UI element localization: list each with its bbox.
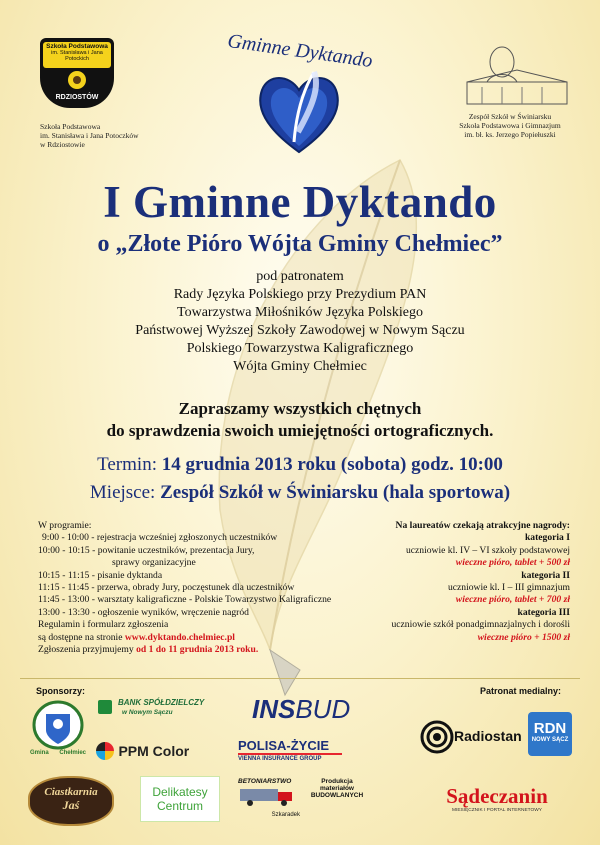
patronage-line: Wójta Gminy Chełmiec (233, 359, 367, 374)
rdn-name: RDN (533, 720, 567, 737)
category-name: kategoria I (524, 532, 570, 544)
betonarstwo-owner: Szkaradek (271, 812, 300, 818)
ciastkarnia-name: Ciastkarnia (44, 786, 98, 798)
budowlane-producer (304, 778, 370, 799)
prizes-heading: Na laureatów czekają atrakcyjne nagrody: (395, 520, 570, 531)
category-prize: wieczne pióro + 1500 zł (477, 631, 570, 643)
radio-wave-icon (420, 720, 454, 754)
website-link[interactable]: www.dyktando.chelmiec.pl (124, 631, 235, 643)
apply-line (38, 644, 368, 656)
bank-icon (98, 700, 112, 714)
date-value: 14 grudnia 2013 roku (sobota) godz. 10:00 (161, 454, 503, 475)
badge-line-3: Potockich (65, 56, 89, 62)
program-item: 9:00 - 10:00 - rejestracja wcześniej zgłoszonych uczestników (42, 532, 278, 544)
footer-divider (20, 678, 580, 679)
budowlane-line-1: Produkcja materiałów (320, 778, 354, 792)
patronage-list (0, 268, 600, 376)
patronage-line: pod patronatem (256, 269, 344, 284)
date-label: Termin: (97, 454, 157, 475)
category-who: uczniowie kl. I – III gimnazjum (447, 582, 570, 594)
category-who: uczniowie szkół ponadgimnazjalnych i dorośli (391, 619, 570, 631)
sunflower-icon (62, 69, 92, 91)
polisa-name: POLISA-ŻYCIE (238, 738, 330, 753)
patronage-line: Polskiego Towarzystwa Kaligraficznego (186, 341, 414, 356)
sadeczanin-sub: MIESIĘCZNIK I PORTAL INTERNETOWY (452, 808, 542, 813)
program-item: 13:00 - 13:30 - ogłoszenie wyników, wręczenie nagród (38, 606, 249, 618)
patronage-line: Państwowej Wyższej Szkoły Zawodowej w Nowym Sączu (135, 323, 465, 338)
ppm-color-wheel-icon (96, 742, 114, 760)
left-school-caption (40, 122, 180, 149)
right-school-caption (430, 112, 590, 139)
program-item: 11:15 - 11:45 - przerwa, obrady Jury, poczęstunek dla uczestników (38, 582, 295, 594)
apply-prefix: Zgłoszenia przyjmujemy (38, 644, 134, 656)
ciastkarnia-jas-logo (28, 776, 114, 826)
event-place (0, 482, 600, 504)
right-school-sketch-icon (462, 42, 572, 110)
caption-line: Szkoła Podstawowa i Gimnazjum (459, 121, 561, 130)
rules-url-line (38, 632, 368, 644)
crest-icon (30, 700, 86, 750)
left-school-logo (40, 38, 114, 108)
media-label: Patronat medialny: (480, 686, 562, 696)
rules-line: Regulamin i formularz zgłoszenia (38, 619, 169, 631)
caption-line: im. bł. ks. Jerzego Popiełuszki (464, 130, 556, 139)
bank-name: BANK SPÓŁDZIELCZY (118, 698, 205, 707)
polisa-group: VIENNA INSURANCE GROUP (238, 753, 342, 762)
badge-village: RDZIOSTÓW (55, 94, 99, 101)
invitation-line: Zapraszamy wszystkich chętnych (178, 399, 422, 418)
sub-title: o „Złote Pióro Wójta Gminy Chełmiec” (97, 231, 503, 257)
insbud-logo (252, 694, 350, 725)
prizes (360, 520, 570, 644)
category-prize: wieczne pióro, tablet + 700 zł (455, 594, 570, 606)
patronage-line: Towarzystwa Miłośników Języka Polskiego (177, 305, 423, 320)
program-item: 11:45 - 13:00 - warsztaty kaligraficzne - Polskie Towarzystwo Kaligraficzne (38, 594, 332, 606)
heart-quill-logo-icon (254, 62, 344, 158)
rdn-city: NOWY SĄCZ (531, 737, 569, 743)
category-name: kategoria II (521, 569, 570, 581)
main-title: I Gminne Dyktando (103, 177, 497, 227)
ppm-color-logo (96, 742, 189, 762)
gmina-name: Chełmiec (59, 750, 86, 756)
ciastkarnia-jas: Jaś (62, 798, 80, 812)
event-date (0, 454, 600, 476)
patronage-line: Rady Języka Polskiego przy Prezydium PAN (173, 287, 427, 302)
program-item: sprawy organizacyjne (112, 557, 196, 569)
badge-line-1: Szkoła Podstawowa (46, 43, 108, 50)
caption-line: Szkoła Podstawowa (40, 122, 101, 131)
polisa-zycie-logo (238, 738, 342, 762)
invitation-line: do sprawdzenia swoich umiejętności ortograficznych. (106, 421, 494, 440)
insbud-bud: BUD (295, 694, 351, 724)
caption-line: im. Stanisława i Jana Potoczków (40, 131, 139, 140)
caption-line: Zespół Szkół w Świniarsku (468, 112, 552, 121)
program (38, 520, 368, 656)
program-heading: W programie: (38, 520, 92, 531)
insbud-ins: INS (252, 694, 296, 724)
sponsors-label: Sponsorzy: (36, 686, 86, 696)
badge-line-2: im. Stanisława i Jana (51, 50, 103, 56)
invitation (0, 398, 600, 442)
dyktando-logo-text: Gminne Dyktando (226, 29, 374, 73)
place-value: Zespół Szkół w Świniarsku (hala sportowa) (160, 482, 511, 503)
gmina-word: Gmina (30, 750, 49, 756)
category-prize: wieczne pióro, tablet + 500 zł (455, 557, 570, 569)
sadeczanin-logo (424, 784, 570, 813)
program-item: 10:00 - 10:15 - powitanie uczestników, prezentacja Jury, (38, 544, 255, 556)
rules-prefix: są dostępne na stronie (38, 631, 123, 643)
bank-sponsor-logo (98, 698, 228, 722)
betonarstwo-logo (238, 778, 300, 822)
betonarstwo-name: BETONIARSTWO (238, 778, 292, 785)
caption-line: w Rdziostowie (40, 140, 85, 149)
budowlane-line-2: BUDOWLANYCH (310, 792, 364, 799)
program-item: 10:15 - 11:15 - pisanie dyktanda (38, 569, 163, 581)
apply-dates: od 1 do 11 grudnia 2013 roku. (136, 644, 259, 656)
delikatesy-word: Delikatesy (152, 785, 208, 799)
rdn-logo (528, 712, 572, 756)
category-name: kategoria III (517, 606, 570, 618)
ppm-color-name: PPM Color (118, 743, 190, 759)
bank-city: w Nowym Sączu (122, 709, 173, 716)
delikatesy-centrum-logo (140, 776, 220, 822)
sadeczanin-name: Sądeczanin (446, 784, 548, 808)
radiostan-logo (420, 720, 530, 754)
gmina-crest-logo (30, 700, 86, 762)
radiostan-name: Radiostan (454, 728, 522, 744)
gmina-label (30, 750, 86, 756)
place-label: Miejsce: (89, 482, 156, 503)
truck-icon (238, 785, 298, 807)
category-who: uczniowie kl. IV – VI szkoły podstawowej (405, 544, 570, 556)
centrum-word: Centrum (156, 799, 203, 813)
